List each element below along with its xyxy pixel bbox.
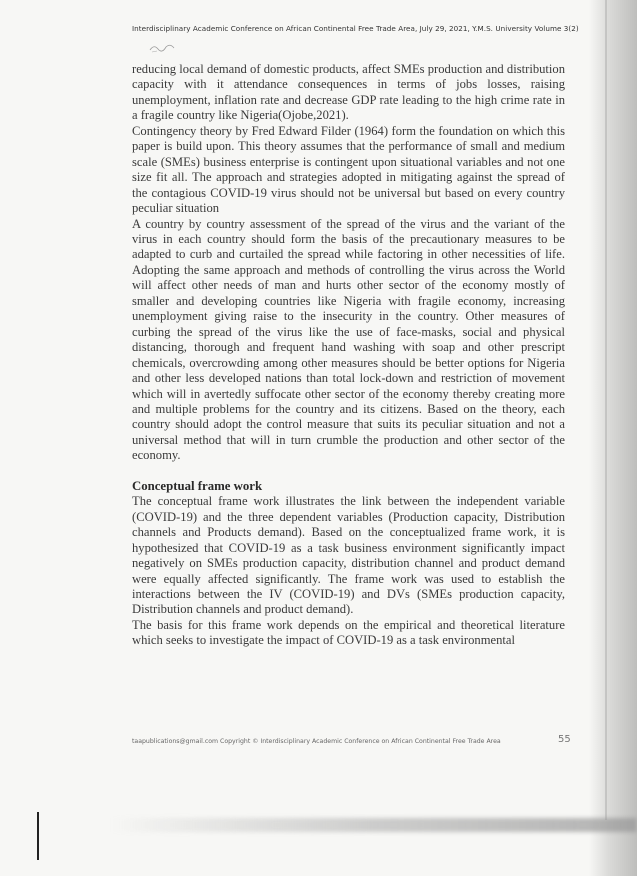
- paragraph: A country by country assessment of the spread of the virus and the variant of the virus in each country should form the basis of the precautionary measures to be adapted to curb and curtailed the spread while factoring in other necessities of life. Adopting the same approach and methods of controlling the virus across the World will affect other needs of man and hurts other sector of the economy mostly of smaller and developing countries like Nigeria with fragile economy, increasing unemployment giving raise to the insecurity in the country. Other measures of curbing the spread of the virus like the use of face-masks, social and physical distancing, thorough and frequent hand washing with soap and other prescript chemicals, overcrowding among other measures should be better options for Nigeria and other less developed nations than total lock-down and restriction of movement which will in avertedly suffocate other sector of the economy thereby creating more and multiple problems for the country and its citizens. Based on the theory, each country should adopt the control measure that suits its peculiar situation and not a universal method that will in turn crumble the production and other sector of the economy.: [132, 216, 565, 463]
- scan-edge-shadow: [589, 0, 637, 876]
- section-heading: Conceptual frame work: [132, 478, 263, 493]
- page-number: 55: [558, 734, 571, 745]
- pencil-scribble: [148, 40, 180, 54]
- spacer: [132, 464, 565, 479]
- scan-edge-line: [605, 0, 607, 820]
- paragraph: The basis for this frame work depends on the empirical and theoretical literature which seeks to investigate the impact of COVID-19 as a task environmental: [132, 617, 565, 648]
- scan-mark: [37, 812, 39, 860]
- paragraph: Contingency theory by Fred Edward Filder (1964) form the foundation on which this paper is build upon. This theory assumes that the performance of small and medium scale (SMEs) business enterprise is contingent upon situational variables and not one size fit all. The approach and strategies adopted in mitigating against the spread of the contagious COVID-19 virus should not be universal but based on every country peculiar situation: [132, 123, 565, 216]
- body-text: [132, 62, 565, 649]
- page-footer: taapublications@gmail.com Copyright © Interdisciplinary Academic Conference on African Continental Free Trade Area: [132, 738, 501, 745]
- paragraph: reducing local demand of domestic products, affect SMEs production and distribution capacity with it attendance consequences in terms of jobs losses, raising unemployment, inflation rate and decrease GDP rate leading to the high crime rate in a fragile country like Nigeria(Ojobe,2021).: [132, 62, 565, 123]
- paragraph: The conceptual frame work illustrates the link between the independent variable (COVID-19) and the three dependent variables (Production capacity, Distribution channels and Products demand). Based on the conceptualized frame work, it is hypothesized that COVID-19 as a task business environment significantly impact negatively on SMEs production capacity, distribution channel and product demand were equally affected significantly. The frame work was used to establish the interactions between the IV (COVID-19) and DVs (SMEs production capacity, Distribution channels and product demand).: [132, 494, 565, 617]
- scan-smudge: [110, 818, 637, 832]
- running-header: Interdisciplinary Academic Conference on African Continental Free Trade Area, July 29, 2021, Y.M.S. University Volume 3(2): [132, 24, 579, 33]
